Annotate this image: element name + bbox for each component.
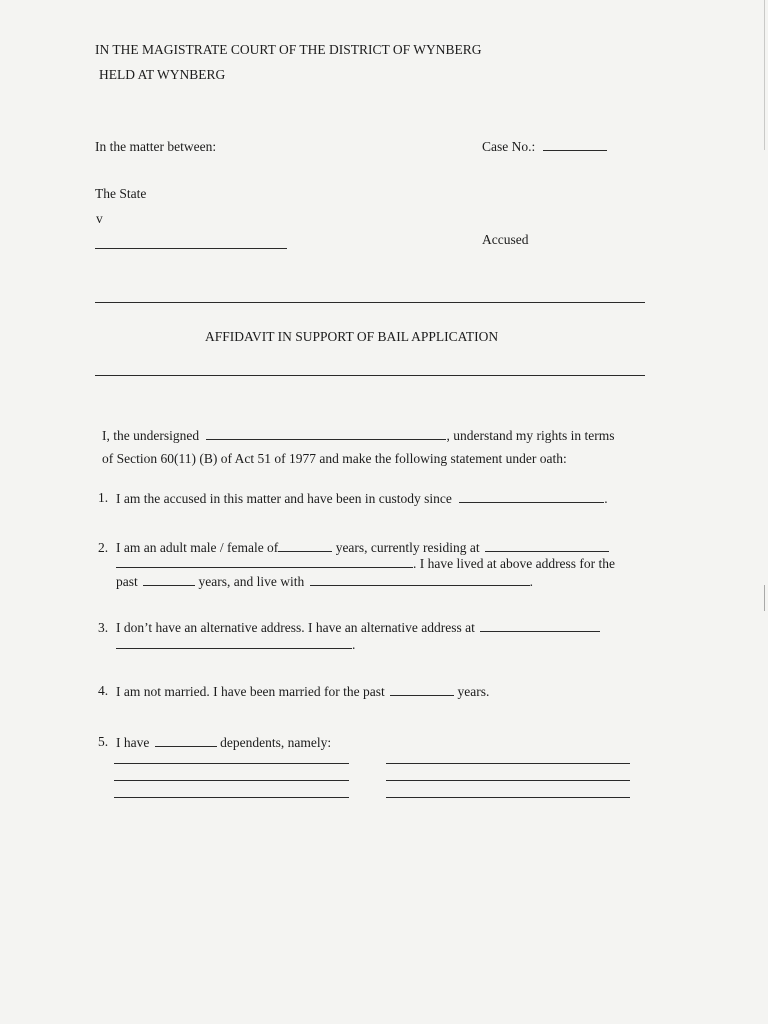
undersigned-name-blank[interactable] (206, 427, 446, 440)
intro-section-line: of Section 60(11) (B) of Act 51 of 1977 and make the following statement under oath: (102, 451, 567, 466)
item-2-number: 2. (98, 540, 109, 555)
item-3-number: 3. (98, 620, 109, 635)
item-5-number: 5. (98, 734, 109, 749)
years-at-address-blank[interactable] (143, 573, 195, 586)
item-5 (116, 734, 331, 751)
versus-label: v (96, 211, 103, 226)
court-heading: IN THE MAGISTRATE COURT OF THE DISTRICT OF WYNBERG (95, 42, 482, 57)
court-held-at: HELD AT WYNBERG (99, 67, 226, 82)
intro-line (102, 427, 614, 444)
years-married-blank[interactable] (390, 683, 454, 696)
case-number-label: Case No.: (482, 139, 536, 154)
alternative-address-blank-2[interactable] (116, 636, 352, 649)
item-2-text-e: years, and live with (198, 574, 305, 589)
item-3-text: I don’t have an alternative address. I have an alternative address at (116, 620, 475, 635)
item-5-text-b: dependents, namely: (220, 735, 332, 750)
item-2-text-b: years, currently residing at (335, 540, 480, 555)
item-2-text-d: past (116, 574, 138, 589)
item-1-number: 1. (98, 490, 109, 505)
item-4-text-a: I am not married. I have been married for the past (116, 684, 385, 699)
case-number-blank[interactable] (543, 138, 607, 151)
the-state-label: The State (95, 186, 147, 201)
dependent-blank-1[interactable] (114, 763, 349, 764)
matter-between-label: In the matter between: (95, 139, 217, 154)
item-5-text-a: I have (116, 735, 150, 750)
alternative-address-blank[interactable] (480, 619, 600, 632)
dependents-count-blank[interactable] (155, 734, 217, 747)
live-with-blank[interactable] (310, 573, 530, 586)
dependent-blank-6[interactable] (386, 797, 630, 798)
residing-address-blank[interactable] (485, 539, 609, 552)
age-blank[interactable] (278, 539, 332, 552)
item-1: I am the accused in this matter and have been in custody since . (116, 491, 608, 506)
item-2-text-a: I am an adult male / female of (116, 540, 279, 555)
accused-name-blank[interactable] (95, 248, 287, 249)
intro-start: I, the undersigned (102, 428, 200, 443)
item-4 (116, 683, 489, 700)
residing-address-blank-2[interactable] (116, 555, 413, 568)
dependent-blank-3[interactable] (114, 797, 349, 798)
affidavit-title: AFFIDAVIT IN SUPPORT OF BAIL APPLICATION (205, 329, 499, 344)
item-2-line-2 (116, 555, 615, 572)
scan-edge-mark-2 (764, 585, 765, 611)
item-2-text-c: . I have lived at above address for the (413, 556, 616, 571)
title-rule-top (95, 302, 645, 303)
custody-since-blank[interactable] (459, 490, 604, 503)
dependent-blank-2[interactable] (114, 780, 349, 781)
item-1-text: I am the accused in this matter and have been in custody since (116, 491, 452, 506)
accused-label: Accused (482, 232, 529, 247)
title-rule-bottom (95, 375, 645, 376)
item-2-line-3: past years, and live with . (116, 574, 533, 589)
dependent-blank-5[interactable] (386, 780, 630, 781)
item-3-line-2: . (116, 636, 355, 653)
case-number-field[interactable] (482, 138, 607, 155)
intro-end: , understand my rights in terms (446, 428, 615, 443)
item-3-line-1 (116, 619, 600, 636)
item-4-number: 4. (98, 683, 109, 698)
dependent-blank-4[interactable] (386, 763, 630, 764)
item-4-text-b: years. (457, 684, 490, 699)
item-2-line-1 (116, 539, 609, 556)
scan-edge-mark (764, 0, 765, 150)
